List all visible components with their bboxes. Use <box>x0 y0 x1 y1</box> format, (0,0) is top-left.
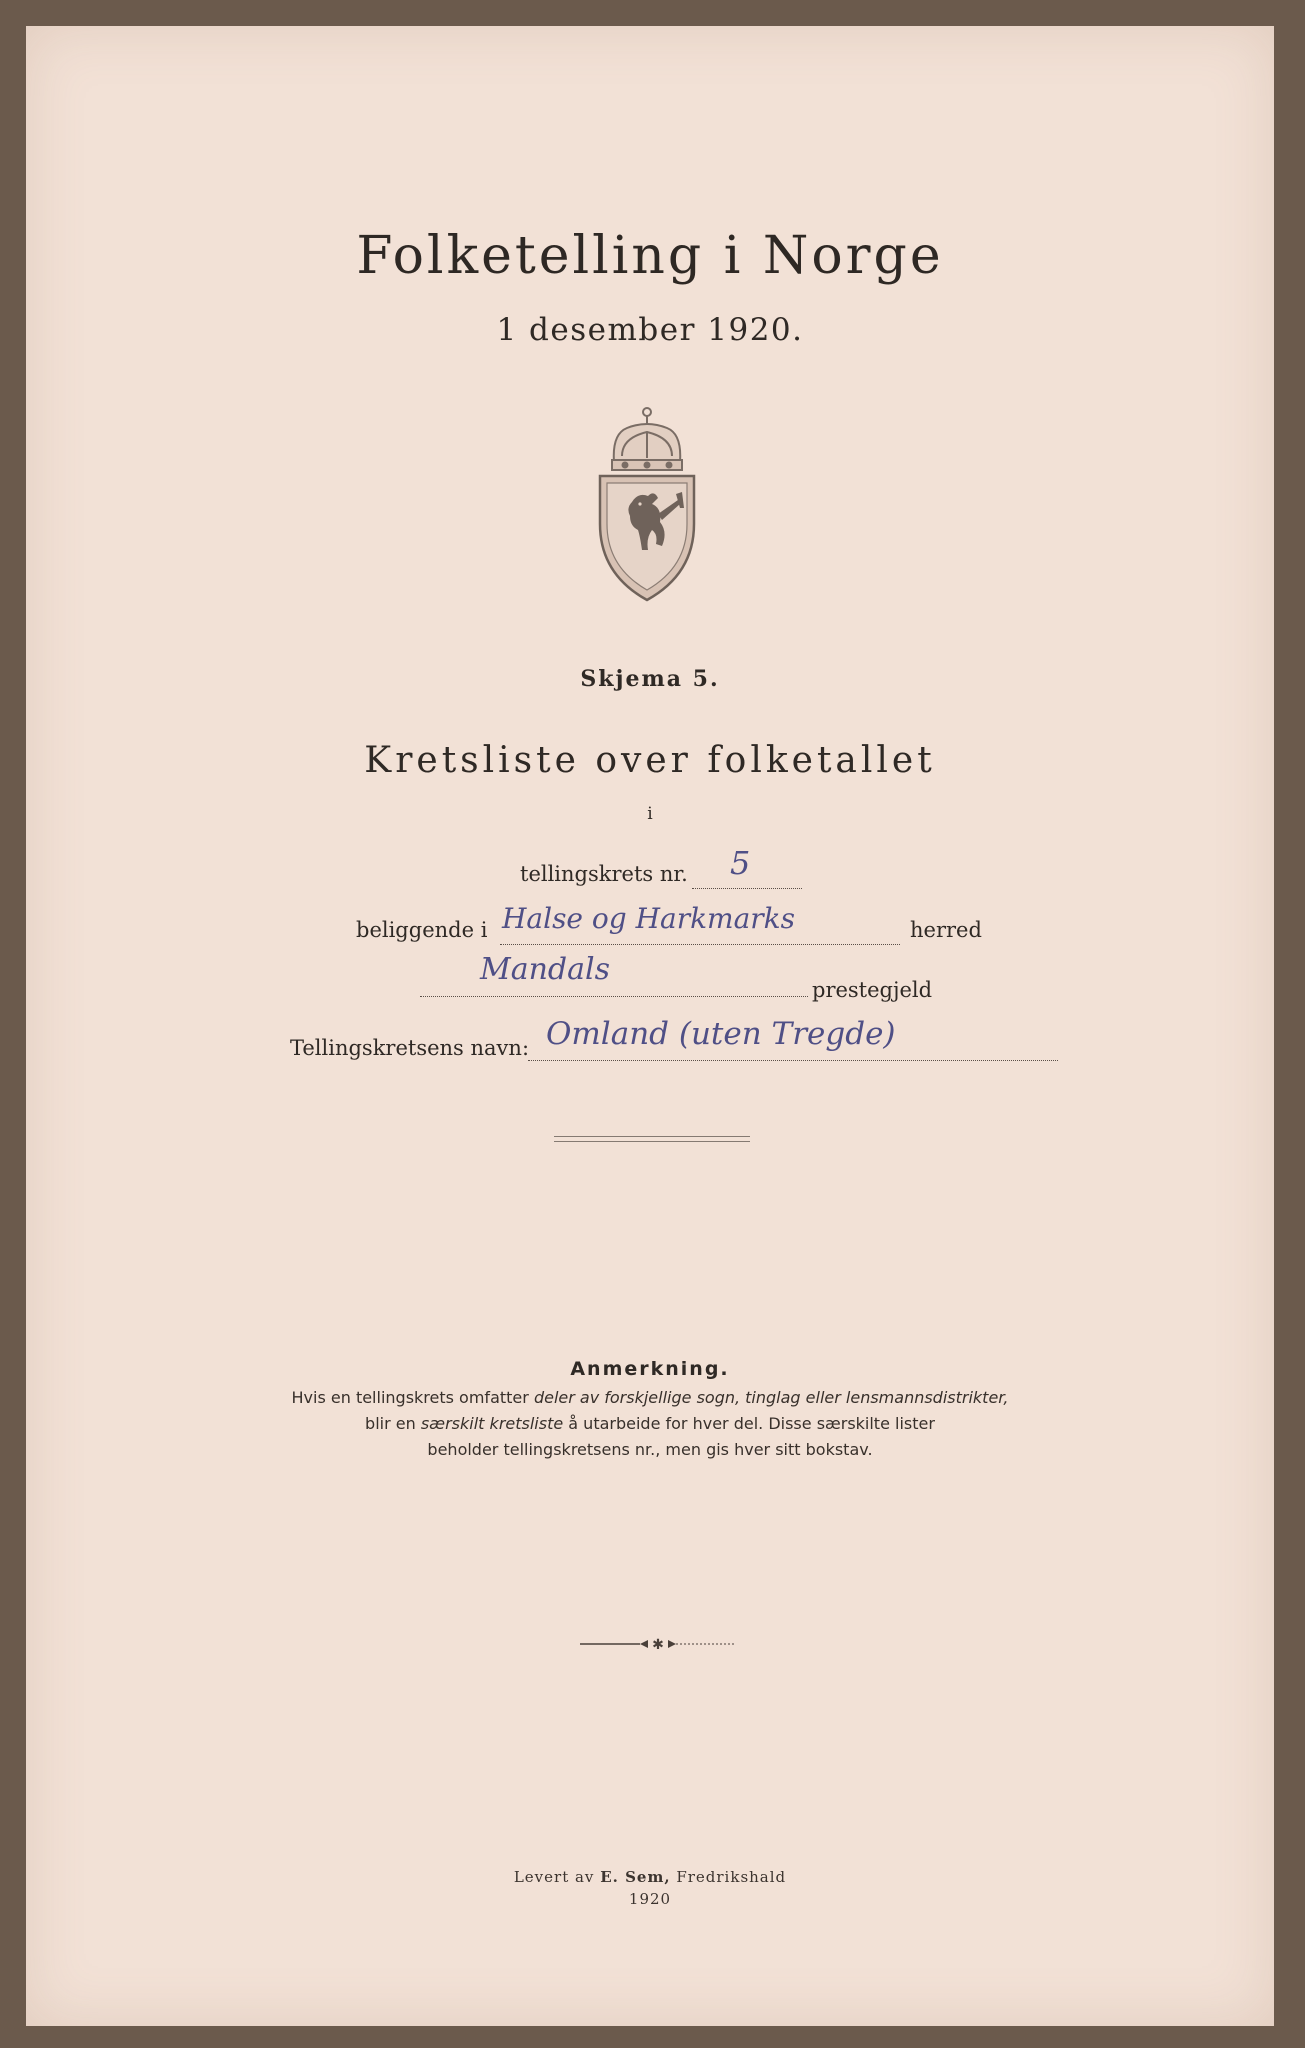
ornament-divider-icon <box>578 1636 738 1652</box>
note-line-2-italic-1: særskilt <box>420 1414 485 1433</box>
connector-word: i <box>647 804 653 824</box>
krets-name-value: Omland (uten Tregde) <box>546 1016 896 1052</box>
schema-number: Skjema 5. <box>580 666 720 692</box>
prestegjeld-name: Mandals <box>480 952 611 987</box>
beliggende-dotted-line <box>500 944 900 945</box>
note-title: Anmerkning. <box>570 1358 730 1380</box>
note-line-2 <box>26 1414 1274 1433</box>
herred-name: Halse og Harkmarks <box>502 902 796 935</box>
printer-place: Fredrikshald <box>676 1868 787 1886</box>
print-year: 1920 <box>628 1890 672 1908</box>
svg-text:✱: ✱ <box>652 1637 664 1652</box>
tellingskrets-number: 5 <box>730 844 751 882</box>
tellingskrets-dotted-line <box>692 888 802 889</box>
norwegian-coat-of-arms-icon <box>592 404 702 604</box>
herred-label: herred <box>910 918 982 942</box>
document-date: 1 desember 1920. <box>496 312 804 348</box>
prestegjeld-label: prestegjeld <box>812 978 933 1002</box>
document-title: Folketelling i Norge <box>356 226 944 286</box>
census-form-page <box>26 26 1274 2026</box>
note-line-1-italic: deler av forskjellige sogn, tinglag eller lensmannsdistrikter, <box>533 1388 1009 1407</box>
printer-name: E. Sem, <box>600 1868 671 1886</box>
note-line-1 <box>26 1388 1274 1407</box>
note-line-2-italic-2: kretsliste <box>489 1414 564 1433</box>
divider-rule-top <box>554 1136 750 1137</box>
tellingskrets-label: tellingskrets nr. <box>520 862 688 886</box>
note-line-3: beholder tellingskretsens nr., men gis hver sitt bokstav. <box>427 1440 873 1459</box>
krets-name-dotted-line <box>528 1060 1058 1061</box>
printer-prefix: Levert av <box>513 1868 595 1886</box>
divider-rule-bottom <box>554 1141 750 1142</box>
note-line-1-plain: Hvis en tellingskrets omfatter <box>291 1388 529 1407</box>
note-line-2-b: å utarbeide for hver del. Disse særskilte lister <box>568 1414 935 1433</box>
printer-credit <box>26 1868 1274 1886</box>
prestegjeld-dotted-line <box>420 996 808 997</box>
note-line-2-a: blir en <box>365 1414 416 1433</box>
form-heading: Kretsliste over folketallet <box>364 740 936 781</box>
krets-name-label: Tellingskretsens navn: <box>290 1036 530 1060</box>
beliggende-label: beliggende i <box>356 918 488 942</box>
